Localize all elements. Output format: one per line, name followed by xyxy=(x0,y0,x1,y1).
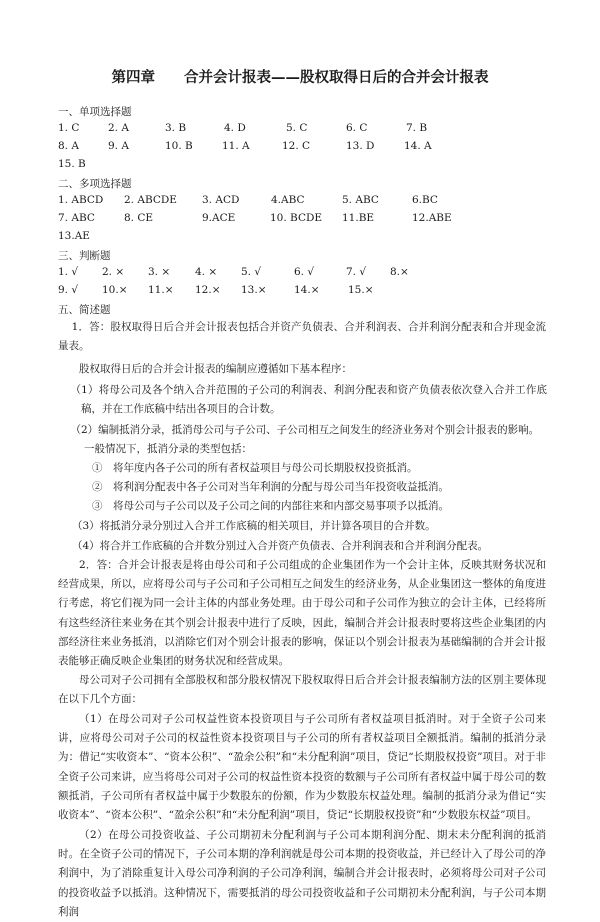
answer-item: 9. A xyxy=(108,140,129,152)
answer-item: 7. √ xyxy=(346,266,367,278)
answer-item: 13.× xyxy=(241,284,267,296)
answer-item: 2. × xyxy=(102,266,125,278)
answer-item: 13. D xyxy=(346,140,375,152)
answer-item: 6.BC xyxy=(412,194,438,206)
answer-item: 14. A xyxy=(404,140,432,152)
answer-item: 10. B xyxy=(165,140,193,152)
answer-item: 4. D xyxy=(224,122,246,134)
answer-item: 7. B xyxy=(406,122,428,134)
answer-item: 9.ACE xyxy=(202,212,236,224)
answer-item: 10.× xyxy=(102,284,128,296)
answer-item: 5. √ xyxy=(241,266,262,278)
answer-paragraph: （4）将合并工作底稿的合并数分别过入合并资产负债表、合并利润表和合并利润分配表。 xyxy=(72,540,489,552)
answer-paragraph: （2）编制抵消分录，抵消母公司与子公司、子公司相互之间发生的经济业务对个别会计报表的影响。 xyxy=(70,424,540,436)
answer-item: 13.AE xyxy=(58,230,90,242)
answer-item: 12. C xyxy=(282,140,311,152)
answer-item: 4.ABC xyxy=(271,194,305,206)
answer-item: 12.ABE xyxy=(412,212,452,224)
answer-paragraph: （2）在母公司投资收益、子公司期初未分配利润与子公司本期利润分配、期末未分配利润的抵消时。在全资子公司的情况下，子公司本期的净利润就是母公司本期的投资收益，并已经计入了母公司的净利润中，为了消除重复计入母公司净利润的子公司净利润，编制合并会计报表时，必须将母公司对子公司的投资收益予以抵消。这种情况下，需要抵消的母公司投资收益和子公司期初未分配利润，与子公司本期利润 xyxy=(58,829,546,918)
answer-item: 11.× xyxy=(148,284,174,296)
section-heading-multiple-choice: 二、多项选择题 xyxy=(58,178,132,190)
answer-item: 6. √ xyxy=(294,266,315,278)
answer-list-item: ② 将利润分配表中各子公司对当年利润的分配与母公司当年投资收益抵消。 xyxy=(92,481,449,493)
answer-paragraph: 1．答：股权取得日后合并会计报表包括合并资产负债表、合并利润表、合并利润分配表和合并现金流量表。 xyxy=(58,321,546,353)
answer-paragraph: 一般情况下，抵消分录的类型包括： xyxy=(84,443,252,455)
page-title: 第四章 合并会计报表——股权取得日后的合并会计报表 xyxy=(111,69,489,86)
answer-paragraph: （1）将母公司及各个纳入合并范围的子公司的利润表、利润分配表和资产负债表依次登入合并工作底稿，并在工作底稿中结出各项目的合计数。 xyxy=(70,384,547,416)
answer-paragraph: 股权取得日后的合并会计报表的编制应遵循如下基本程序： xyxy=(79,363,352,375)
answer-item: 2. A xyxy=(108,122,129,134)
section-heading-single-choice: 一、单项选择题 xyxy=(58,106,132,118)
answer-item: 8.× xyxy=(390,266,409,278)
answer-item: 15. B xyxy=(58,158,86,170)
answer-item: 14.× xyxy=(294,284,320,296)
answer-item: 10. BCDE xyxy=(270,212,323,224)
answer-list-item: ③ 将母公司与子公司以及子公司之间的内部往来和内部交易事项予以抵消。 xyxy=(92,500,449,512)
answer-item: 5. ABC xyxy=(342,194,379,206)
answer-item: 4. × xyxy=(195,266,218,278)
answer-item: 8. A xyxy=(58,140,79,152)
answer-item: 5. C xyxy=(286,122,308,134)
answer-paragraph: （1）在母公司对子公司权益性资本投资项目与子公司所有者权益项目抵消时。对于全资子公司来讲，应将母公司对子公司的权益性资本投资项目与子公司的所有者权益项目全额抵消。编制的抵消分录为：借记“实收资本”、“资本公积”、“盈余公积”和“未分配利润”项目，贷记“长期股权投资”项目。对于非全资子公司来讲，应当将母公司对子公司的权益性资本投资的数额与子公司所有者权益中属于母公司的数额抵消，子公司所有者权益中属于少数股东的份额，作为少数股东权益处理。编制的抵消分录为借记“实收资本”、“资本公积”、“盈余公积”和“未分配利润”项目，贷记“长期股权投资”和“少数股东权益”项目。 xyxy=(58,713,546,822)
answer-item: 1. ABCD xyxy=(58,194,104,206)
answer-item: 2. ABCDE xyxy=(124,194,177,206)
answer-item: 15.× xyxy=(348,284,374,296)
answer-item: 7. ABC xyxy=(58,212,95,224)
section-heading-true-false: 三、判断题 xyxy=(58,250,111,262)
section-heading-short-answer: 五、简述题 xyxy=(58,304,111,316)
answer-item: 3. × xyxy=(148,266,171,278)
answer-item: 8. CE xyxy=(124,212,154,224)
answer-item: 3. ACD xyxy=(202,194,240,206)
answer-item: 1. C xyxy=(58,122,80,134)
answer-item: 6. C xyxy=(346,122,368,134)
answer-item: 9. √ xyxy=(58,284,79,296)
answer-item: 11.BE xyxy=(342,212,375,224)
answer-paragraph: 母公司对子公司拥有全部股权和部分股权情况下股权取得日后合并会计报表编制方法的区别主要体现在以下几个方面： xyxy=(58,674,546,706)
answer-item: 11. A xyxy=(222,140,250,152)
answer-item: 1. √ xyxy=(58,266,79,278)
answer-list-item: ① 将年度内各子公司的所有者权益项目与母公司长期股权投资抵消。 xyxy=(92,462,418,474)
answer-paragraph: 2．答：合并会计报表是将由母公司和子公司组成的企业集团作为一个会计主体，反映其财务状况和经营成果，所以，应将母公司与子公司和子公司相互之间发生的经济业务，从企业集团这一整体的角度进行考虑，将它们视为同一会计主体的内部业务处理。由于母公司和子公司作为独立的会计主体，已经将所有这些经济往来业务在其个别会计报表中进行了反映，因此，编制合并会计报表时要将这些企业集团的内部经济往来业务抵消，以消除它们对个别会计报表的影响，保证以个别会计报表为基础编制的合并会计报表能够正确反映企业集团的财务状况和经营成果。 xyxy=(58,559,546,668)
answer-paragraph: （3）将抵消分录分别过入合并工作底稿的相关项目，并计算各项目的合并数。 xyxy=(72,520,436,532)
answer-item: 12.× xyxy=(195,284,221,296)
answer-item: 3. B xyxy=(165,122,187,134)
